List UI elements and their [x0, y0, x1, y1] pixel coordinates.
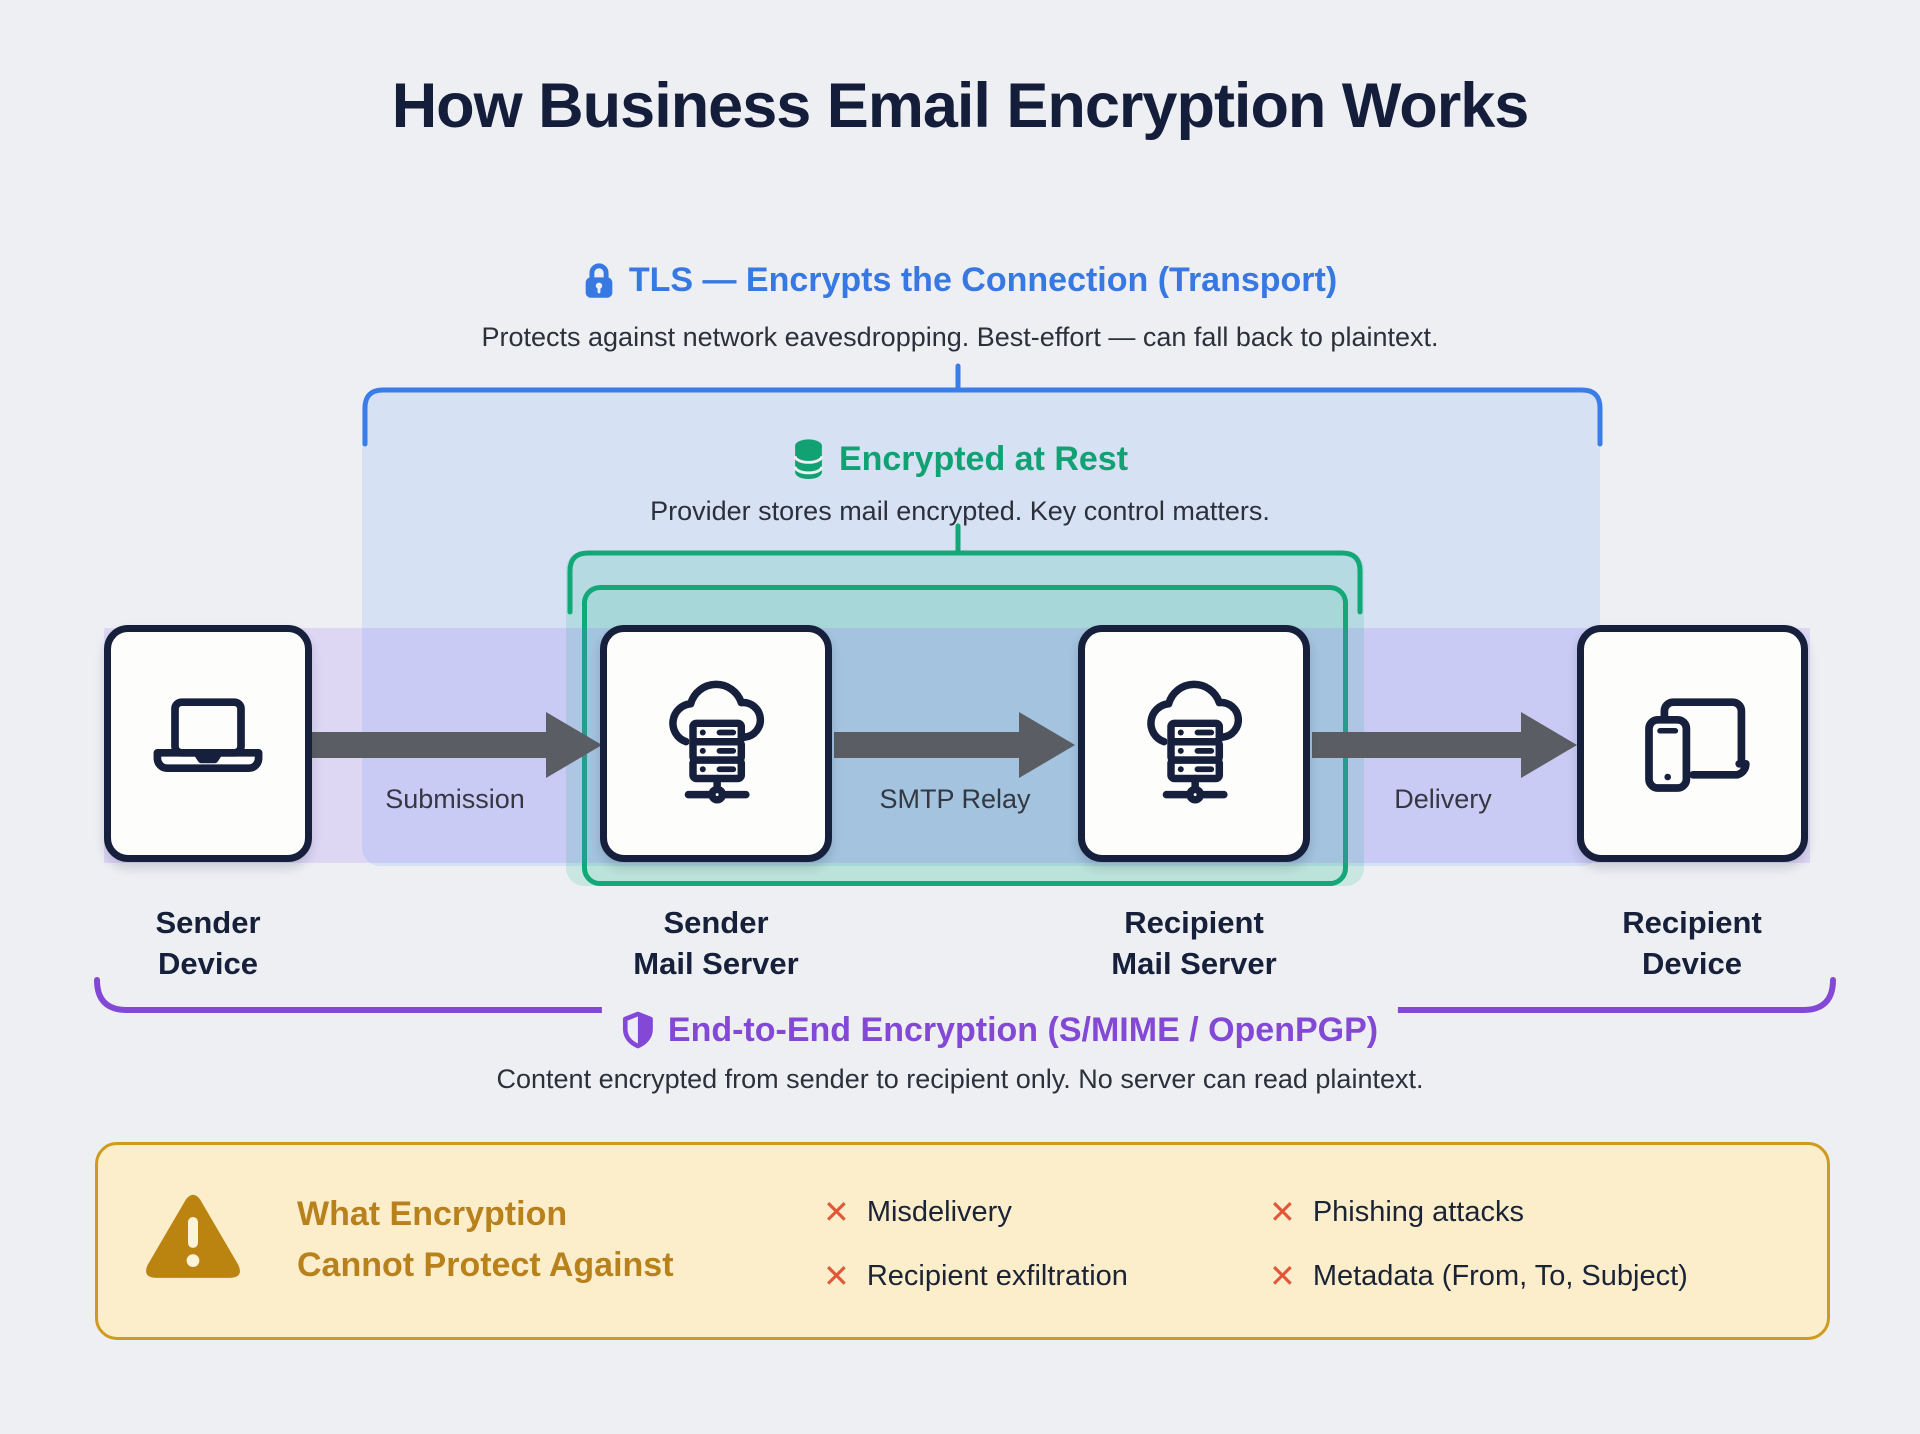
warning-heading: What Encryption Cannot Protect Against	[297, 1195, 674, 1284]
e2e-heading: End-to-End Encryption (S/MIME / OpenPGP)	[667, 1010, 1379, 1049]
warning-panel	[95, 1142, 1830, 1340]
tls-heading: TLS — Encrypts the Connection (Transport)	[628, 260, 1338, 299]
at-rest-subtitle: Provider stores mail encrypted. Key control matters.	[650, 496, 1270, 526]
warning-item: ✕ Misdelivery	[823, 1194, 1012, 1230]
label-sender-device: Sender Device	[155, 905, 261, 981]
node-sender-device	[104, 625, 312, 862]
x-icon: ✕	[1269, 1194, 1296, 1230]
cloud-server-icon	[647, 675, 785, 813]
tls-subtitle: Protects against network eavesdropping. Best-effort — can fall back to plaintext.	[481, 322, 1439, 352]
database-icon	[792, 438, 825, 480]
arrow-delivery-shaft	[1312, 732, 1521, 758]
lock-icon	[583, 260, 615, 300]
cloud-server-icon	[1125, 675, 1263, 813]
e2e-subtitle: Content encrypted from sender to recipient only. No server can read plaintext.	[496, 1064, 1424, 1094]
node-recipient-mail-server	[1078, 625, 1310, 862]
label-recipient-mail-server: Recipient Mail Server	[1111, 905, 1277, 981]
node-recipient-device	[1577, 625, 1808, 862]
x-icon: ✕	[823, 1258, 850, 1294]
flow-label-delivery: Delivery	[1394, 784, 1492, 814]
tls-heading-row	[0, 260, 1920, 300]
at-rest-heading-row	[0, 438, 1920, 480]
laptop-icon	[142, 678, 274, 810]
warning-item: ✕ Metadata (From, To, Subject)	[1269, 1258, 1688, 1294]
warning-items	[823, 1180, 1889, 1308]
node-sender-mail-server	[600, 625, 832, 862]
warning-item: ✕ Recipient exfiltration	[823, 1258, 1128, 1294]
label-sender-mail-server: Sender Mail Server	[633, 905, 799, 981]
warning-triangle-icon	[143, 1190, 243, 1284]
page-title: How Business Email Encryption Works	[391, 71, 1529, 141]
arrow-smtp-shaft	[834, 732, 1019, 758]
label-recipient-device: Recipient Device	[1622, 905, 1762, 981]
shield-icon	[622, 1011, 654, 1049]
x-icon: ✕	[823, 1194, 850, 1230]
arrow-smtp-head	[1019, 712, 1075, 778]
at-rest-heading: Encrypted at Rest	[838, 439, 1129, 478]
arrow-submission-head	[546, 712, 602, 778]
x-icon: ✕	[1269, 1258, 1296, 1294]
phone-laptop-icon	[1627, 678, 1759, 810]
flow-label-smtp-relay: SMTP Relay	[879, 784, 1031, 814]
flow-label-submission: Submission	[385, 784, 525, 814]
e2e-heading-row	[602, 1004, 1398, 1056]
warning-item: ✕ Phishing attacks	[1269, 1194, 1524, 1230]
arrow-delivery-head	[1521, 712, 1577, 778]
arrow-submission-shaft	[312, 732, 546, 758]
